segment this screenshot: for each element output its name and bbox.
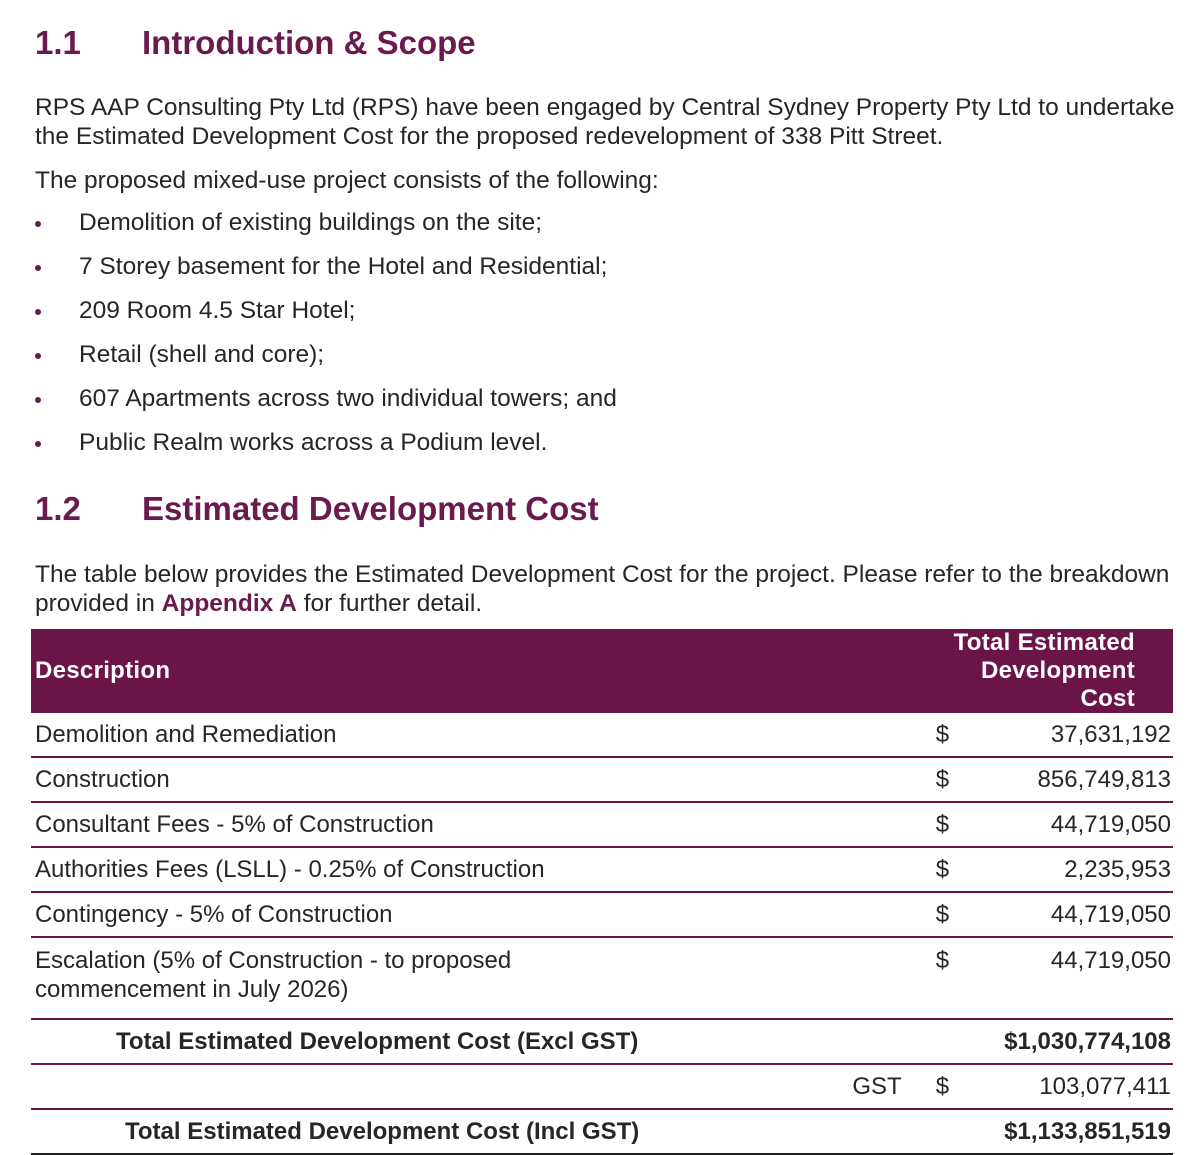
- bullet-icon: [35, 265, 41, 271]
- table-header-row: [31, 629, 1173, 713]
- intro-paragraph: RPS AAP Consulting Pty Ltd (RPS) have been engaged by Central Sydney Property Pty Ltd to undertake the Estimated Development Cost for the proposed redevelopment of 338 Pitt Street.: [35, 94, 1175, 150]
- row-description: [31, 937, 930, 1019]
- row-description: Consultant Fees - 5% of Construction: [31, 802, 930, 847]
- total-incl-gst-amount: $1,133,851,519: [930, 1109, 1173, 1154]
- table-row: [31, 937, 1173, 1019]
- list-item-text: 209 Room 4.5 Star Hotel;: [79, 297, 356, 324]
- section-1-2-heading: [35, 490, 599, 528]
- row-currency: $: [930, 757, 986, 802]
- bullet-icon: [35, 441, 41, 447]
- edc-intro-text: The table below provides the Estimated Development Cost for the project. Please refer to the breakdown provided in: [35, 561, 1170, 617]
- row-description: Authorities Fees (LSLL) - 0.25% of Construction: [31, 847, 930, 892]
- row-description: Contingency - 5% of Construction: [31, 892, 930, 937]
- section-title: Introduction & Scope: [142, 24, 476, 61]
- list-item: [35, 340, 617, 384]
- row-currency: $: [930, 937, 986, 1019]
- row-currency: $: [930, 802, 986, 847]
- row-currency: $: [930, 713, 986, 757]
- scope-lead-paragraph: The proposed mixed-use project consists of the following:: [35, 167, 659, 194]
- row-currency: $: [930, 847, 986, 892]
- edc-intro-paragraph: [35, 560, 1175, 618]
- row-amount: 44,719,050: [986, 892, 1173, 937]
- table-row: [31, 757, 1173, 802]
- section-title: Estimated Development Cost: [142, 490, 599, 527]
- row-description-text: Escalation (5% of Construction - to proposed commencement in July 2026): [35, 947, 512, 1003]
- section-number: 1.2: [35, 490, 81, 527]
- list-item-text: 607 Apartments across two individual towers; and: [79, 385, 617, 412]
- list-item-text: Public Realm works across a Podium level.: [79, 429, 548, 456]
- section-number: 1.1: [35, 24, 81, 61]
- gst-currency: $: [930, 1064, 986, 1109]
- list-item: [35, 384, 617, 428]
- gst-amount: 103,077,411: [986, 1064, 1173, 1109]
- scope-bullet-list: [35, 208, 617, 472]
- list-item: [35, 428, 617, 472]
- bullet-icon: [35, 309, 41, 315]
- total-excl-gst-label: Total Estimated Development Cost (Excl GST): [31, 1019, 930, 1064]
- header-description: Description: [31, 629, 930, 713]
- total-incl-gst-label: Total Estimated Development Cost (Incl GST): [31, 1109, 930, 1154]
- list-item: [35, 296, 617, 340]
- list-item: [35, 252, 617, 296]
- bullet-icon: [35, 221, 41, 227]
- section-1-1-heading: [35, 24, 476, 62]
- row-amount: 856,749,813: [986, 757, 1173, 802]
- table-row: [31, 713, 1173, 757]
- row-amount: 2,235,953: [986, 847, 1173, 892]
- table-row: [31, 892, 1173, 937]
- bullet-icon: [35, 397, 41, 403]
- total-excl-gst-row: [31, 1019, 1173, 1064]
- total-incl-gst-row: [31, 1109, 1173, 1154]
- row-amount: 44,719,050: [986, 937, 1173, 1019]
- total-excl-gst-amount: $1,030,774,108: [930, 1019, 1173, 1064]
- appendix-a-reference: Appendix A: [161, 590, 297, 617]
- row-currency: $: [930, 892, 986, 937]
- list-item: [35, 208, 617, 252]
- cost-table: [31, 629, 1173, 1155]
- gst-label: GST: [31, 1064, 930, 1109]
- table-row: [31, 802, 1173, 847]
- header-total-cost: Total Estimated Development Cost: [930, 629, 1173, 713]
- row-amount: 44,719,050: [986, 802, 1173, 847]
- edc-intro-text-end: for further detail.: [303, 590, 483, 617]
- gst-row: [31, 1064, 1173, 1109]
- row-description: Construction: [31, 757, 930, 802]
- row-amount: 37,631,192: [986, 713, 1173, 757]
- list-item-text: Retail (shell and core);: [79, 341, 325, 368]
- bullet-icon: [35, 353, 41, 359]
- list-item-text: 7 Storey basement for the Hotel and Residential;: [79, 253, 608, 280]
- list-item-text: Demolition of existing buildings on the site;: [79, 209, 543, 236]
- row-description: Demolition and Remediation: [31, 713, 930, 757]
- table-row: [31, 847, 1173, 892]
